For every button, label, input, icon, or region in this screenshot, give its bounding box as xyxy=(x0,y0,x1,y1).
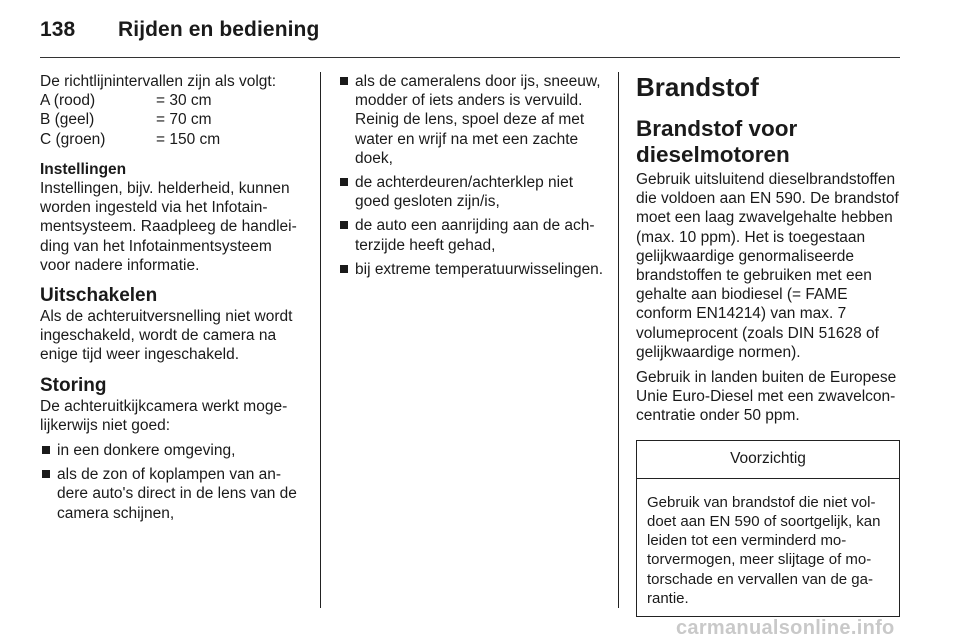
spec-row xyxy=(40,130,306,149)
column-divider xyxy=(320,72,321,608)
watermark: carmanualsonline.info xyxy=(676,617,895,639)
chapter-title: Rijden en bediening xyxy=(118,18,320,41)
section-title: Brandstof xyxy=(636,72,759,102)
storing-list-continued xyxy=(338,72,608,279)
subsection-title: Brandstof voor dieselmotoren xyxy=(636,116,798,167)
spec-value: = 30 cm xyxy=(156,92,212,110)
spec-value: = 150 cm xyxy=(156,130,221,148)
storing-text: De achteruitkijkcamera werkt mogelijkerwijs niet goed: xyxy=(40,397,288,434)
spec-label: C (groen) xyxy=(40,130,106,148)
uitschakelen-heading: Uitschakelen xyxy=(40,285,158,307)
bullet-icon xyxy=(340,77,348,85)
bullet-icon xyxy=(340,221,348,229)
column-right xyxy=(636,70,904,617)
spec-label: A (rood) xyxy=(40,92,96,110)
column-left xyxy=(40,72,306,528)
bullet-icon xyxy=(340,265,348,273)
spec-row xyxy=(40,110,306,129)
spec-value: = 70 cm xyxy=(156,111,212,129)
caution-title: Voorzichtig xyxy=(637,441,899,479)
list-item: bij extreme temperatuurwisselingen. xyxy=(338,260,608,279)
spec-list xyxy=(40,91,306,149)
column-middle xyxy=(338,72,608,284)
list-item: als de zon of koplampen van andere auto's direct in de lens van de camera schijnen, xyxy=(40,465,306,523)
bullet-icon xyxy=(42,446,50,454)
storing-list xyxy=(40,441,306,523)
instellingen-text: Instellingen, bijv. helderheid, kunnen worden ingesteld via het Infotainmentsysteem. Raadpleeg de handleiding van het Infotainmentsysteem voor nadere informatie. xyxy=(40,180,297,274)
bullet-icon xyxy=(42,470,50,478)
instellingen-heading: Instellingen xyxy=(40,160,127,178)
column-divider xyxy=(618,72,619,608)
bullet-icon xyxy=(340,178,348,186)
brandstof-paragraph: Gebruik uitsluitend dieselbrandstoffen die voldoen aan EN 590. De brandstof moet een laag zwavelgehalte hebben (max. 10 ppm). Het is toegestaan gelijkwaardige genormaliseerde brandstoffen te gebruiken met een gehalte aan biodiesel (= FAME conform EN14214) van max. 7 volumeprocent (zoals DIN 51628 of gelijkwaardige normen). xyxy=(636,171,899,361)
brandstof-paragraph-2: Gebruik in landen buiten de Europese Unie Euro-Diesel met een zwavelconcentratie onder 50 ppm. xyxy=(636,369,897,425)
page-header xyxy=(40,18,319,42)
list-item: de auto een aanrijding aan de achterzijde heeft gehad, xyxy=(338,216,608,254)
list-item: als de cameralens door ijs, sneeuw, modder of iets anders is vervuild. Reinig de lens, spoel deze af met water en wrijf na met een zachte doek, xyxy=(338,72,608,168)
caution-box xyxy=(636,440,900,617)
spec-row xyxy=(40,91,306,110)
storing-heading: Storing xyxy=(40,374,107,396)
list-item: in een donkere omgeving, xyxy=(40,441,306,460)
spec-label: B (geel) xyxy=(40,111,95,129)
uitschakelen-text: Als de achteruitversnelling niet wordt ingeschakeld, wordt de camera na enige tijd weer ingeschakeld. xyxy=(40,308,293,364)
list-item: de achterdeuren/achterklep niet goed gesloten zijn/is, xyxy=(338,173,608,211)
intro-text: De richtlijnintervallen zijn als volgt: xyxy=(40,73,277,90)
page-number: 138 xyxy=(40,18,76,41)
header-rule xyxy=(40,57,900,58)
caution-text: Gebruik van brandstof die niet voldoet aan EN 590 of soortgelijk, kan leiden tot een verminderd motorvermogen, meer slijtage of motorschade en vervallen van de garantie. xyxy=(647,493,881,607)
